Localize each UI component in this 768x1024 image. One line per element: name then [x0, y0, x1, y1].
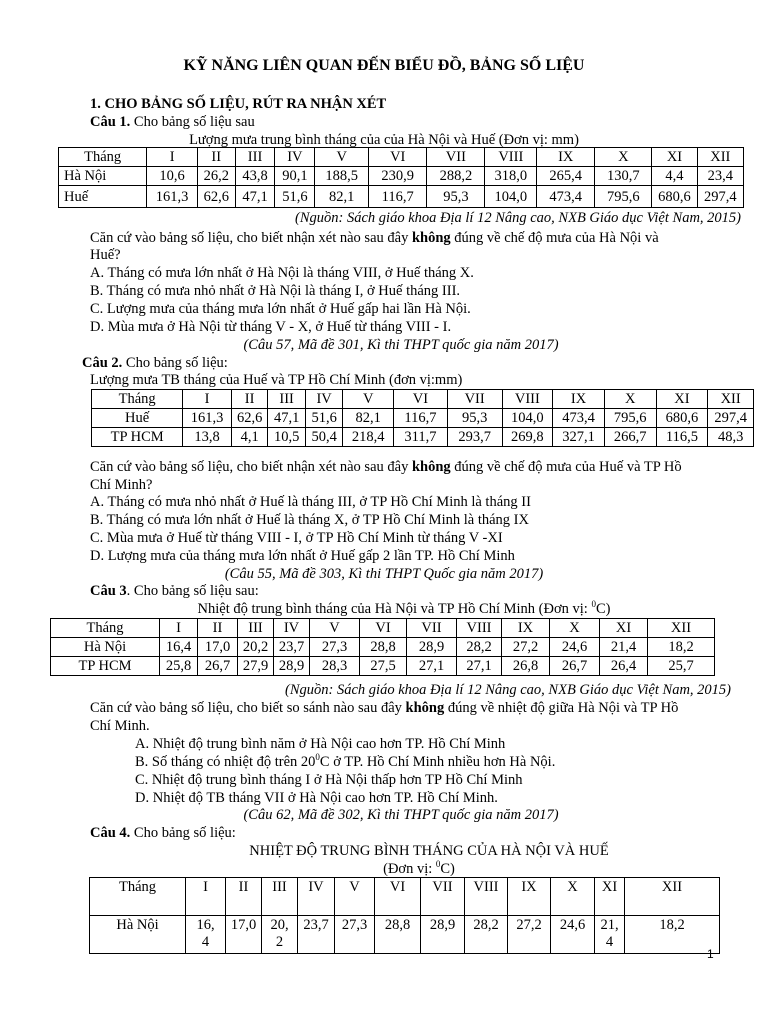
data-cell: 51,6: [305, 409, 343, 428]
q1-citation: (Câu 57, Mã đề 301, Kì thi THPT quốc gia năm 2017): [243, 337, 559, 353]
data-cell: [262, 916, 298, 954]
month-header-cell: X: [595, 148, 652, 167]
q1-option-d: D. Mùa mưa ở Hà Nội từ tháng V - X, ở Huế từ tháng VIII - I.: [90, 319, 452, 335]
month-header-cell: II: [231, 390, 267, 409]
month-header-cell: VIII: [457, 619, 502, 638]
data-cell: 47,1: [268, 409, 306, 428]
data-cell: 23,7: [274, 638, 310, 657]
data-cell: 82,1: [315, 186, 369, 208]
data-cell: 795,6: [604, 409, 656, 428]
month-header-cell: I: [160, 619, 198, 638]
row-label-cell: Hà Nội: [90, 916, 186, 954]
month-header-cell: XII: [697, 148, 743, 167]
data-cell: [625, 916, 720, 954]
month-header-cell: V: [315, 148, 369, 167]
data-cell: 26,7: [550, 657, 600, 676]
data-cell: 116,7: [369, 186, 427, 208]
cell-line: 21,: [600, 917, 619, 933]
header-cell: Tháng: [90, 878, 186, 916]
data-cell: 473,4: [537, 186, 595, 208]
month-header-cell: II: [198, 619, 238, 638]
data-cell: 218,4: [343, 428, 394, 447]
row-label-cell: TP HCM: [51, 657, 160, 676]
data-cell: 27,1: [457, 657, 502, 676]
data-cell: [298, 916, 335, 954]
data-cell: 188,5: [315, 167, 369, 186]
month-header-cell: VIII: [502, 390, 553, 409]
month-header-cell: X: [604, 390, 656, 409]
data-cell: 95,3: [447, 409, 502, 428]
data-cell: 26,2: [197, 167, 235, 186]
data-cell: 161,3: [147, 186, 198, 208]
month-header-cell: XI: [656, 390, 708, 409]
month-header-cell: XII: [708, 390, 754, 409]
data-cell: [375, 916, 421, 954]
month-header-cell: II: [197, 148, 235, 167]
data-cell: 26,4: [600, 657, 648, 676]
q2-option-d: D. Lượng mưa của tháng mưa lớn nhất ở Huế gấp 2 lần TP. Hồ Chí Minh: [90, 548, 515, 564]
data-cell: [421, 916, 465, 954]
q2-table-caption: Lượng mưa TB tháng của Huế và TP Hồ Chí Minh (đơn vị:mm): [90, 372, 463, 388]
month-header-cell: V: [335, 878, 375, 916]
month-header-cell: IX: [502, 619, 550, 638]
month-header-cell: II: [226, 878, 262, 916]
q4-intro: Câu 4. Cho bảng số liệu:: [90, 825, 236, 841]
data-cell: 161,3: [183, 409, 232, 428]
month-header-cell: V: [310, 619, 360, 638]
data-cell: 10,5: [268, 428, 306, 447]
data-cell: 25,8: [160, 657, 198, 676]
q2-option-b: B. Tháng có mưa lớn nhất ở Huế là tháng X, ở TP Hồ Chí Minh là tháng IX: [90, 512, 529, 528]
q3-option-c: C. Nhiệt độ trung bình tháng I ở Hà Nội thấp hơn TP Hồ Chí Minh: [135, 772, 523, 788]
q1-table-caption: Lượng mưa trung bình tháng của của Hà Nội và Huế (Đơn vị: mm): [189, 132, 579, 148]
month-header-cell: VI: [369, 148, 427, 167]
month-header-cell: I: [186, 878, 226, 916]
data-cell: 28,2: [457, 638, 502, 657]
cell-line: 23,7: [303, 917, 329, 933]
data-cell: 26,7: [198, 657, 238, 676]
page-number: 1: [707, 947, 714, 961]
q1-question: Căn cứ vào bảng số liệu, cho biết nhận xét nào sau đây không đúng về chế độ mưa của Hà Nội và: [90, 230, 659, 246]
cell-line: 28,2: [473, 917, 499, 933]
data-cell: 47,1: [235, 186, 275, 208]
month-header-cell: V: [343, 390, 394, 409]
month-header-cell: VII: [427, 148, 485, 167]
data-cell: 48,3: [708, 428, 754, 447]
data-cell: 288,2: [427, 167, 485, 186]
data-cell: 27,2: [502, 638, 550, 657]
month-header-cell: IV: [305, 390, 343, 409]
month-header-cell: VII: [447, 390, 502, 409]
month-header-cell: IV: [275, 148, 315, 167]
q3-citation: (Câu 62, Mã đề 302, Kì thi THPT quốc gia năm 2017): [243, 807, 559, 823]
month-header-cell: III: [262, 878, 298, 916]
header-cell: Tháng: [59, 148, 147, 167]
month-header-cell: IX: [537, 148, 595, 167]
data-cell: 17,0: [198, 638, 238, 657]
table-row: [90, 916, 720, 954]
data-cell: [186, 916, 226, 954]
month-header-cell: VI: [394, 390, 448, 409]
q4-table-caption: NHIỆT ĐỘ TRUNG BÌNH THÁNG CỦA HÀ NỘI VÀ HUẾ: [249, 843, 609, 859]
data-cell: 269,8: [502, 428, 553, 447]
month-header-cell: I: [183, 390, 232, 409]
table-row: [51, 657, 715, 676]
q2-option-c: C. Mùa mưa ở Huế từ tháng VIII - I, ở TP Hồ Chí Minh từ tháng V -XI: [90, 530, 503, 546]
table-row: [59, 167, 744, 186]
table-row: [59, 186, 744, 208]
data-cell: 50,4: [305, 428, 343, 447]
cell-line: 16,: [196, 917, 215, 933]
month-header-cell: VIII: [465, 878, 508, 916]
table-row: [92, 428, 754, 447]
data-cell: 4,4: [652, 167, 697, 186]
data-cell: 4,1: [231, 428, 267, 447]
data-cell: 680,6: [652, 186, 697, 208]
cell-line: 4: [605, 934, 614, 950]
data-cell: [226, 916, 262, 954]
data-cell: 327,1: [553, 428, 605, 447]
table-header-row: [90, 878, 720, 916]
q3-source: (Nguồn: Sách giáo khoa Địa lí 12 Nâng cao, NXB Giáo dục Việt Nam, 2015): [285, 682, 731, 698]
q4-temperature-table: [89, 877, 720, 954]
month-header-cell: XII: [648, 619, 715, 638]
q3-option-d: D. Nhiệt độ TB tháng VII ở Hà Nội cao hơn TP. Hồ Chí Minh.: [135, 790, 498, 806]
data-cell: 311,7: [394, 428, 448, 447]
data-cell: 265,4: [537, 167, 595, 186]
month-header-cell: IX: [553, 390, 605, 409]
data-cell: 24,6: [550, 638, 600, 657]
q1-question-cont: Huế?: [90, 247, 121, 263]
data-cell: [595, 916, 625, 954]
q2-option-a: A. Tháng có mưa nhỏ nhất ở Huế là tháng III, ở TP Hồ Chí Minh là tháng II: [90, 494, 531, 510]
data-cell: 62,6: [197, 186, 235, 208]
month-header-cell: XII: [625, 878, 720, 916]
data-cell: [551, 916, 595, 954]
q2-intro: Câu 2. Cho bảng số liệu:: [82, 355, 228, 371]
data-cell: 27,9: [238, 657, 274, 676]
q1-source: (Nguồn: Sách giáo khoa Địa lí 12 Nâng cao, NXB Giáo dục Việt Nam, 2015): [295, 210, 741, 226]
month-header-cell: IV: [298, 878, 335, 916]
data-cell: [508, 916, 551, 954]
data-cell: 95,3: [427, 186, 485, 208]
table-header-row: [59, 148, 744, 167]
data-cell: 293,7: [447, 428, 502, 447]
table-header-row: [92, 390, 754, 409]
month-header-cell: X: [551, 878, 595, 916]
table-row: [51, 638, 715, 657]
data-cell: 473,4: [553, 409, 605, 428]
row-label-cell: TP HCM: [92, 428, 183, 447]
q2-rainfall-table: [91, 389, 754, 447]
data-cell: 795,6: [595, 186, 652, 208]
month-header-cell: VI: [375, 878, 421, 916]
data-cell: 318,0: [485, 167, 537, 186]
data-cell: 90,1: [275, 167, 315, 186]
month-header-cell: XI: [652, 148, 697, 167]
data-cell: 82,1: [343, 409, 394, 428]
section-heading: 1. CHO BẢNG SỐ LIỆU, RÚT RA NHẬN XÉT: [90, 96, 387, 112]
data-cell: 13,8: [183, 428, 232, 447]
cell-line: 28,9: [429, 917, 456, 933]
cell-line: 27,3: [341, 917, 368, 933]
row-label-cell: Huế: [92, 409, 183, 428]
data-cell: 28,3: [310, 657, 360, 676]
data-cell: 21,4: [600, 638, 648, 657]
month-header-cell: IX: [508, 878, 551, 916]
table-row: [92, 409, 754, 428]
data-cell: 104,0: [502, 409, 553, 428]
q3-table-caption: Nhiệt độ trung bình tháng của Hà Nội và TP Hồ Chí Minh (Đơn vị: $^0$C): [197, 599, 611, 617]
row-label-cell: Huế: [59, 186, 147, 208]
header-cell: Tháng: [51, 619, 160, 638]
month-header-cell: VII: [407, 619, 457, 638]
month-header-cell: I: [147, 148, 198, 167]
q3-question-cont: Chí Minh.: [90, 718, 150, 734]
data-cell: 10,6: [147, 167, 198, 186]
data-cell: 28,9: [274, 657, 310, 676]
data-cell: 297,4: [697, 186, 743, 208]
data-cell: 27,3: [310, 638, 360, 657]
month-header-cell: III: [238, 619, 274, 638]
data-cell: 26,8: [502, 657, 550, 676]
data-cell: 680,6: [656, 409, 708, 428]
cell-line: 27,2: [516, 917, 542, 933]
data-cell: 16,4: [160, 638, 198, 657]
data-cell: 116,5: [656, 428, 708, 447]
month-header-cell: XI: [600, 619, 648, 638]
data-cell: 297,4: [708, 409, 754, 428]
q3-intro: Câu 3. Cho bảng số liệu sau:: [90, 583, 259, 599]
data-cell: 230,9: [369, 167, 427, 186]
q2-citation: (Câu 55, Mã đề 303, Kì thi THPT Quốc gia năm 2017): [224, 566, 544, 582]
data-cell: 104,0: [485, 186, 537, 208]
header-cell: Tháng: [92, 390, 183, 409]
data-cell: 25,7: [648, 657, 715, 676]
month-header-cell: XI: [595, 878, 625, 916]
data-cell: 23,4: [697, 167, 743, 186]
data-cell: 116,7: [394, 409, 448, 428]
data-cell: 62,6: [231, 409, 267, 428]
q3-option-b: B. Số tháng có nhiệt độ trên $20^0C$ ở TP. Hồ Chí Minh nhiều hơn Hà Nội.: [135, 752, 556, 770]
month-header-cell: X: [550, 619, 600, 638]
data-cell: [465, 916, 508, 954]
cell-line: 2: [275, 934, 284, 950]
table-header-row: [51, 619, 715, 638]
data-cell: 130,7: [595, 167, 652, 186]
month-header-cell: IV: [274, 619, 310, 638]
data-cell: 18,2: [648, 638, 715, 657]
q1-rainfall-table: [58, 147, 744, 208]
cell-line: 24,6: [559, 917, 586, 933]
data-cell: 51,6: [275, 186, 315, 208]
cell-line: 20,: [270, 917, 289, 933]
q3-temperature-table: [50, 618, 715, 676]
q4-unit: (Đơn vị: $^0$C): [383, 859, 455, 877]
q1-option-c: C. Lượng mưa của tháng mưa lớn nhất ở Huế gấp hai lần Hà Nội.: [90, 301, 471, 317]
month-header-cell: VIII: [485, 148, 537, 167]
month-header-cell: VI: [360, 619, 407, 638]
cell-line: 18,2: [659, 917, 685, 933]
q2-question: Căn cứ vào bảng số liệu, cho biết nhận xét nào sau đây không đúng về chế độ mưa của Huế và TP Hồ: [90, 459, 682, 475]
q1-intro: Câu 1. Cho bảng số liệu sau: [90, 114, 255, 130]
data-cell: 20,2: [238, 638, 274, 657]
cell-line: 28,8: [384, 917, 411, 933]
page-title: KỸ NĂNG LIÊN QUAN ĐẾN BIỂU ĐỒ, BẢNG SỐ LIỆU: [183, 57, 585, 74]
month-header-cell: VII: [421, 878, 465, 916]
data-cell: 266,7: [604, 428, 656, 447]
row-label-cell: Hà Nội: [59, 167, 147, 186]
cell-line: 4: [201, 934, 210, 950]
month-header-cell: III: [235, 148, 275, 167]
data-cell: 27,1: [407, 657, 457, 676]
q2-question-cont: Chí Minh?: [90, 477, 153, 493]
q3-option-a: A. Nhiệt độ trung bình năm ở Hà Nội cao hơn TP. Hồ Chí Minh: [135, 736, 506, 752]
data-cell: [335, 916, 375, 954]
data-cell: 27,5: [360, 657, 407, 676]
month-header-cell: III: [268, 390, 306, 409]
data-cell: 28,9: [407, 638, 457, 657]
q3-question: Căn cứ vào bảng số liệu, cho biết so sánh nào sau đây không đúng về nhiệt độ giữa Hà Nội và TP Hồ: [90, 700, 679, 716]
row-label-cell: Hà Nội: [51, 638, 160, 657]
data-cell: 43,8: [235, 167, 275, 186]
q1-option-a: A. Tháng có mưa lớn nhất ở Hà Nội là tháng VIII, ở Huế tháng X.: [90, 265, 474, 281]
q1-option-b: B. Tháng có mưa nhỏ nhất ở Hà Nội là tháng I, ở Huế tháng III.: [90, 283, 461, 299]
cell-line: 17,0: [230, 917, 257, 933]
data-cell: 28,8: [360, 638, 407, 657]
